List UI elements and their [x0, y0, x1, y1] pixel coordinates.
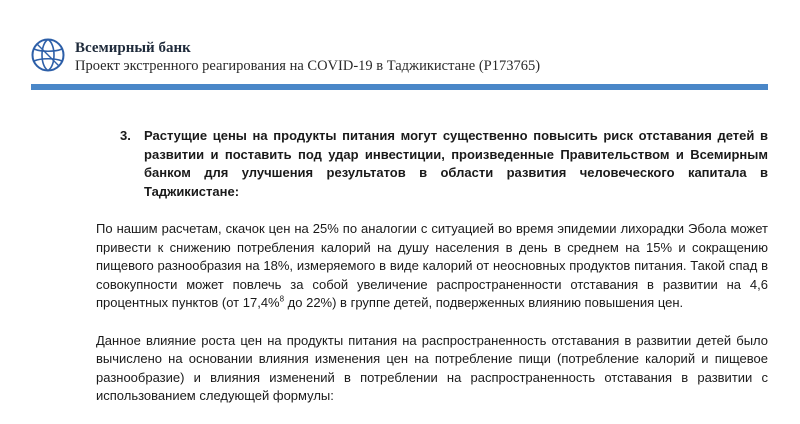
document-section [96, 127, 768, 406]
project-title: Проект экстренного реагирования на COVID-19 в Таджикистане (P173765) [75, 58, 541, 74]
paragraph-text-continued: до 22%) в группе детей, подверженных влиянию повышения цен. [284, 295, 684, 310]
paragraph-price-impact [96, 220, 768, 313]
organization-name: Всемирный банк [75, 40, 191, 56]
footnote-reference[interactable]: 8 [279, 294, 285, 304]
document-header [75, 39, 540, 75]
section-heading: Растущие цены на продукты питания могут существенно повысить риск отставания детей в развитии и поставить под удар инвестиции, произведенные Правительством и Всемирным банком для улучшения результатов в области развития человеческого капитала в Таджикистане: [144, 128, 768, 199]
paragraph-methodology: Данное влияние роста цен на продукты питания на распространенность отставания в развитии детей было вычислено на основании влияния изменения цен на потребление пищи (потребление калорий и пищевое разнообразие) и влияния изменений в потреблении на распространенность отставания в развитии с использованием следующей формулы: [96, 332, 768, 403]
numbered-heading [96, 127, 768, 201]
world-bank-globe-icon [31, 38, 65, 72]
header-divider [31, 84, 768, 90]
paragraph-text: По нашим расчетам, скачок цен на 25% по аналогии с ситуацией во время эпидемии лихорадки Эбола может привести к снижению потребления калорий на душу населения в день в среднем на 15% и сокращению пищевого разнообразия на 18%, измеряемого в виде калорий от неосновных продуктов питания. Такой спад в совокупности может повлечь за собой увеличение распространенности отставания в развитии на 4,6 процентных пунктов (от 17,4% [96, 221, 768, 310]
section-number: 3. [120, 128, 131, 143]
